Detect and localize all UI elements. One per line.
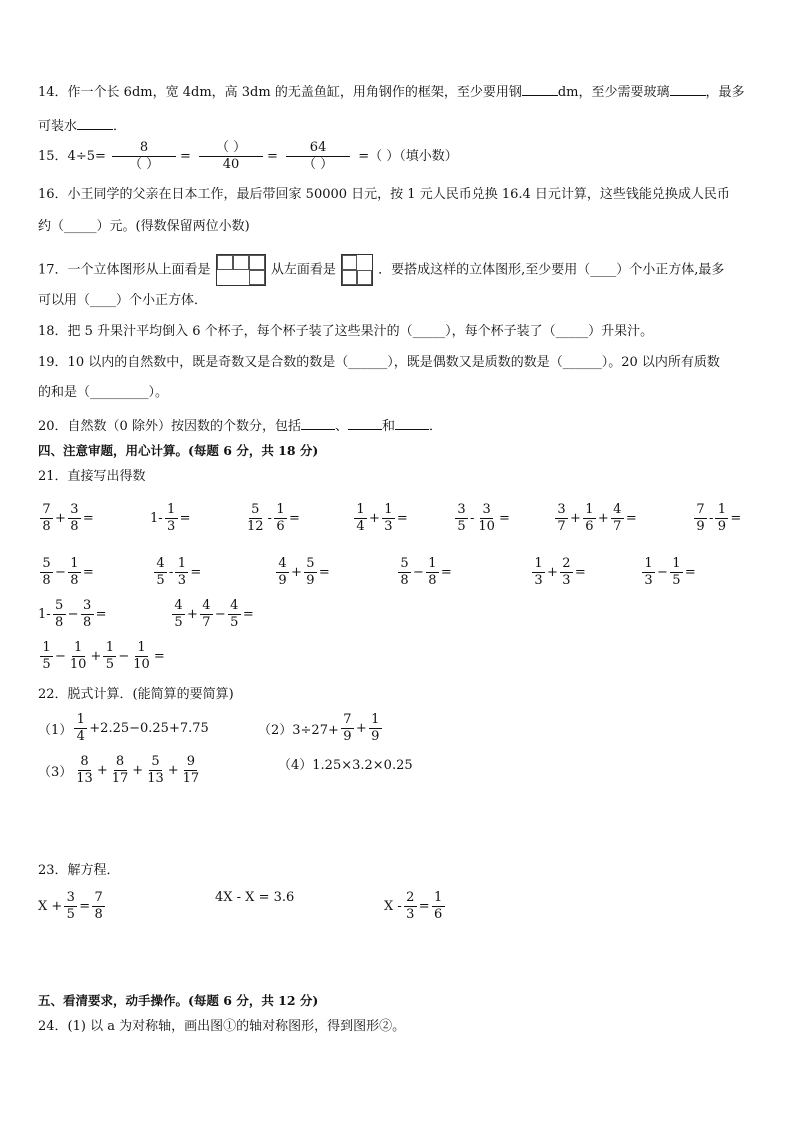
fraction [476, 502, 497, 535]
calc-item [150, 502, 191, 535]
expression-text: = [440, 565, 452, 580]
denominator: 5 [66, 907, 75, 922]
expression-text: + [167, 763, 179, 778]
question-19: 19．10 以内的自然数中，既是奇数又是合数的数是（______），既是偶数又是质数的数是（______）。20 以内所有质数 [38, 355, 720, 370]
expression-text: （2）3÷27+ [258, 723, 339, 738]
expression-text: +2.25−0.25+7.75 [89, 721, 209, 736]
denominator: 4 [76, 729, 85, 744]
calc-item [38, 754, 203, 787]
denominator: 10 [69, 657, 87, 672]
expression-text: = [625, 511, 637, 526]
expression-text: = [242, 607, 254, 622]
fraction [154, 556, 167, 589]
denominator: 10 [478, 519, 495, 534]
fraction [274, 502, 287, 535]
fraction [110, 754, 131, 787]
question-17: 17．一个立体图形从上面看是 从左面看是 ．要搭成这样的立体图形,至少要用（____）个小正方体,最多 [38, 254, 724, 286]
expression-text: = [82, 511, 94, 526]
equation [38, 890, 107, 923]
denominator: 5 [672, 573, 681, 588]
denominator: 17 [111, 771, 129, 786]
numerator: 1 [68, 556, 81, 573]
fraction [68, 502, 81, 535]
denominator: 6 [434, 907, 443, 922]
numerator: 3 [64, 890, 77, 907]
calc-item [553, 502, 637, 535]
fraction [92, 890, 105, 923]
numerator: 1 [72, 640, 85, 657]
expression-text: + [570, 511, 581, 526]
fraction [555, 502, 568, 535]
numerator: 9 [184, 754, 197, 771]
expression-text: + [291, 565, 302, 580]
expression-text: = [684, 565, 696, 580]
question-19-line2: 的和是（_________）。 [38, 385, 169, 400]
numerator: 8 [114, 754, 127, 771]
numerator: 4 [611, 502, 624, 519]
numerator: 1 [583, 502, 596, 519]
denominator: 6 [276, 519, 285, 534]
denominator: 8 [42, 573, 51, 588]
expression-text: = [730, 511, 742, 526]
numerator: 5 [398, 556, 411, 573]
fraction [426, 556, 439, 589]
calc-item [152, 556, 201, 589]
expression-text: - [267, 511, 272, 526]
fraction [398, 556, 411, 589]
fraction [432, 890, 445, 923]
fraction [103, 640, 116, 673]
expression-text: + [355, 721, 367, 736]
expression-text: − [67, 607, 79, 622]
numerator: 1 [642, 556, 655, 573]
expression-text: 1- [150, 511, 163, 526]
numerator: 2 [560, 556, 573, 573]
numerator: 7 [341, 712, 354, 729]
expression-text: = [318, 565, 330, 580]
denominator: 8 [82, 615, 92, 630]
equation [215, 890, 294, 905]
numerator: 5 [53, 598, 66, 615]
denominator: 7 [613, 519, 622, 534]
fraction [611, 502, 624, 535]
calc-item [170, 598, 254, 631]
numerator: 3 [68, 502, 81, 519]
answer-blank[interactable] [522, 82, 558, 96]
question-23-title: 23．解方程． [38, 863, 120, 878]
expression-text: = [288, 511, 300, 526]
question-14-line2: 可装水 ． [38, 116, 126, 136]
denominator: 3 [406, 907, 415, 922]
expression-text: − [214, 607, 226, 622]
numerator: 1 [135, 640, 148, 657]
calc-item [38, 502, 94, 535]
denominator: 5 [174, 615, 183, 630]
denominator: 13 [147, 771, 164, 786]
answer-blank[interactable] [670, 82, 706, 96]
expression-text: = [79, 899, 91, 914]
fraction [404, 890, 417, 923]
calc-item [453, 502, 510, 535]
fraction [304, 556, 317, 589]
answer-blank[interactable] [301, 416, 335, 430]
numerator: 5 [149, 754, 162, 771]
fraction [74, 754, 95, 787]
expression-text: + [96, 763, 108, 778]
numerator: 7 [40, 502, 53, 519]
denominator: 5 [230, 615, 239, 630]
numerator: 1 [175, 556, 188, 573]
denominator: 5 [156, 573, 165, 588]
calc-item [38, 712, 209, 745]
denominator: 6 [585, 519, 594, 534]
numerator: 4 [200, 598, 213, 615]
denominator: 9 [371, 729, 380, 744]
expression-text: − [118, 649, 130, 664]
fraction [81, 598, 94, 631]
numerator: 5 [40, 556, 53, 573]
fraction [200, 598, 213, 631]
calc-item [352, 502, 408, 535]
expression-text: − [55, 565, 66, 580]
expression-text: （3） [38, 765, 73, 780]
fraction [74, 712, 87, 745]
question-16: 16．小王同学的父亲在日本工作，最后带回家 50000 日元，按 1 元人民币兑换 16.4 日元计算，这些钱能兑换成人民币 [38, 187, 730, 202]
numerator: 1 [165, 502, 178, 519]
expression-text: = [190, 565, 202, 580]
expression-text: - [470, 511, 475, 526]
numerator: 4 [154, 556, 167, 573]
numerator: 1 [426, 556, 439, 573]
fraction [455, 502, 468, 535]
numerator: 5 [304, 556, 317, 573]
equation [384, 890, 447, 923]
denominator: 17 [182, 771, 200, 786]
expression-text: = [574, 565, 586, 580]
expression-text: = [418, 899, 430, 914]
denominator: 5 [105, 657, 114, 672]
denominator: 5 [42, 657, 51, 672]
numerator: 1 [715, 502, 728, 519]
expression-text: X + [38, 899, 63, 914]
numerator: 8 [78, 754, 91, 771]
numerator: 1 [532, 556, 545, 573]
expression-text: X - [384, 899, 402, 914]
numerator: 1 [354, 502, 367, 519]
calc-item [278, 754, 413, 773]
fraction [354, 502, 367, 535]
fraction [341, 712, 354, 745]
expression-text: - [169, 565, 174, 580]
calc-item [274, 556, 330, 589]
calc-item [396, 556, 452, 589]
fraction [715, 502, 728, 535]
answer-blank[interactable] [77, 116, 113, 130]
question-20: 20．自然数（0 除外）按因数的个数分，包括 、 和 ． [38, 416, 442, 436]
numerator: 1 [369, 712, 382, 729]
fraction: $\frac{( )}{40}$ [199, 140, 263, 173]
numerator: 1 [382, 502, 395, 519]
expression-text: - [709, 511, 714, 526]
denominator: 9 [717, 519, 727, 534]
calc-item [692, 502, 741, 535]
fraction [228, 598, 241, 631]
fraction [642, 556, 655, 589]
fraction [583, 502, 596, 535]
denominator: 3 [534, 573, 543, 588]
denominator: 3 [167, 519, 176, 534]
fraction [145, 754, 166, 787]
question-21-title: 21．直接写出得数 [38, 469, 146, 484]
denominator: 3 [562, 573, 571, 588]
calc-item [243, 502, 300, 535]
numerator: 3 [81, 598, 94, 615]
calc-item [258, 712, 384, 745]
denominator: 3 [177, 573, 187, 588]
fraction [131, 640, 152, 673]
denominator: 8 [70, 573, 79, 588]
expression-text: 4X - X = 3.6 [215, 890, 295, 905]
denominator: 8 [42, 519, 51, 534]
top-view-figure-icon [216, 254, 266, 286]
fraction [369, 712, 382, 745]
answer-blank[interactable] [395, 416, 429, 430]
expression-text: = [82, 565, 94, 580]
expression-text: = [95, 607, 107, 622]
question-14: 14．作一个长 6dm，宽 4dm，高 3dm 的无盖鱼缸，用角钢作的框架，至少要用钢 dm，至少需要玻璃 ，最多 [38, 82, 745, 102]
denominator: 4 [356, 519, 365, 534]
calc-item [38, 556, 94, 589]
fraction: $\frac{8}{( )}$ [112, 140, 176, 173]
expression-text: （1） [38, 723, 73, 738]
denominator: 7 [202, 615, 211, 630]
expression-text: = [153, 649, 165, 664]
denominator: 8 [55, 615, 64, 630]
denominator: 13 [76, 771, 93, 786]
expression-text: − [413, 565, 424, 580]
question-16-line2: 约（_____）元。(得数保留两位小数) [38, 219, 250, 234]
calc-item [640, 556, 696, 589]
denominator: 3 [644, 573, 653, 588]
denominator: 8 [400, 573, 409, 588]
expression-text: = [396, 511, 408, 526]
fraction [245, 502, 266, 535]
denominator: 3 [384, 519, 393, 534]
answer-blank[interactable] [348, 416, 382, 430]
numerator: 1 [274, 502, 287, 519]
numerator: 1 [103, 640, 116, 657]
fraction [694, 502, 707, 535]
numerator: 3 [455, 502, 468, 519]
expression-text: + [187, 607, 198, 622]
question-24: 24．(1) 以 a 为对称轴，画出图①的轴对称图形，得到图形②。 [38, 1019, 406, 1034]
denominator: 8 [94, 907, 103, 922]
expression-text: + [597, 511, 609, 526]
denominator: 9 [343, 729, 352, 744]
expression-text: − [657, 565, 668, 580]
expression-text: − [55, 649, 66, 664]
expression-text: + [90, 649, 102, 664]
numerator: 4 [172, 598, 185, 615]
fraction [68, 640, 89, 673]
numerator: 7 [92, 890, 105, 907]
section-4-heading: 四、注意审题，用心计算。(每题 6 分，共 18 分) [38, 443, 319, 458]
numerator: 7 [694, 502, 707, 519]
numerator: 3 [555, 502, 568, 519]
expression-text: = [498, 511, 510, 526]
denominator: 7 [557, 519, 566, 534]
denominator: 8 [428, 573, 437, 588]
fraction [172, 598, 185, 631]
fraction [670, 556, 683, 589]
expression-text: + [369, 511, 380, 526]
expression-text: + [55, 511, 66, 526]
fraction [276, 556, 289, 589]
calc-item [530, 556, 586, 589]
fraction [181, 754, 202, 787]
expression-text: + [547, 565, 558, 580]
fraction [382, 502, 395, 535]
expression-text: 1- [38, 607, 51, 622]
calc-item [38, 598, 106, 631]
numerator: 5 [249, 502, 262, 519]
calc-item [38, 640, 165, 673]
left-view-figure-icon [341, 254, 373, 286]
numerator: 2 [404, 890, 417, 907]
numerator: 3 [480, 502, 493, 519]
question-17-line2: 可以用（____）个小正方体． [38, 293, 208, 308]
numerator: 1 [40, 640, 53, 657]
fraction [560, 556, 573, 589]
numerator: 1 [670, 556, 683, 573]
numerator: 1 [432, 890, 445, 907]
fraction [40, 502, 53, 535]
question-22-title: 22．脱式计算．(能简算的要简算) [38, 687, 234, 702]
denominator: 8 [70, 519, 79, 534]
denominator: 10 [133, 657, 150, 672]
fraction [53, 598, 66, 631]
question-18: 18．把 5 升果汁平均倒入 6 个杯子，每个杯子装了这些果汁的（_____），每个杯子装了（_____）升果汁。 [38, 324, 654, 339]
question-15: 15．4÷5= $\frac{8}{( )}$ = $\frac{( )}{40}$ = $\frac{64}{( )}$ =（ ）（填小数） [38, 140, 458, 172]
fraction [68, 556, 81, 589]
expression-text: = [179, 511, 191, 526]
fraction [175, 556, 188, 589]
section-5-heading: 五、看清要求，动手操作。(每题 6 分，共 12 分) [38, 993, 319, 1008]
fraction: $\frac{64}{( )}$ [286, 140, 350, 173]
denominator: 5 [457, 519, 466, 534]
denominator: 9 [306, 573, 315, 588]
denominator: 9 [278, 573, 287, 588]
numerator: 1 [74, 712, 87, 729]
fraction [64, 890, 77, 923]
denominator: 9 [696, 519, 705, 534]
expression-text: （4）1.25×3.2×0.25 [278, 758, 413, 773]
expression-text: + [132, 763, 144, 778]
fraction [532, 556, 545, 589]
denominator: 12 [247, 519, 264, 534]
fraction [40, 556, 53, 589]
numerator: 4 [276, 556, 289, 573]
fraction [165, 502, 178, 535]
fraction [40, 640, 53, 673]
numerator: 4 [228, 598, 241, 615]
